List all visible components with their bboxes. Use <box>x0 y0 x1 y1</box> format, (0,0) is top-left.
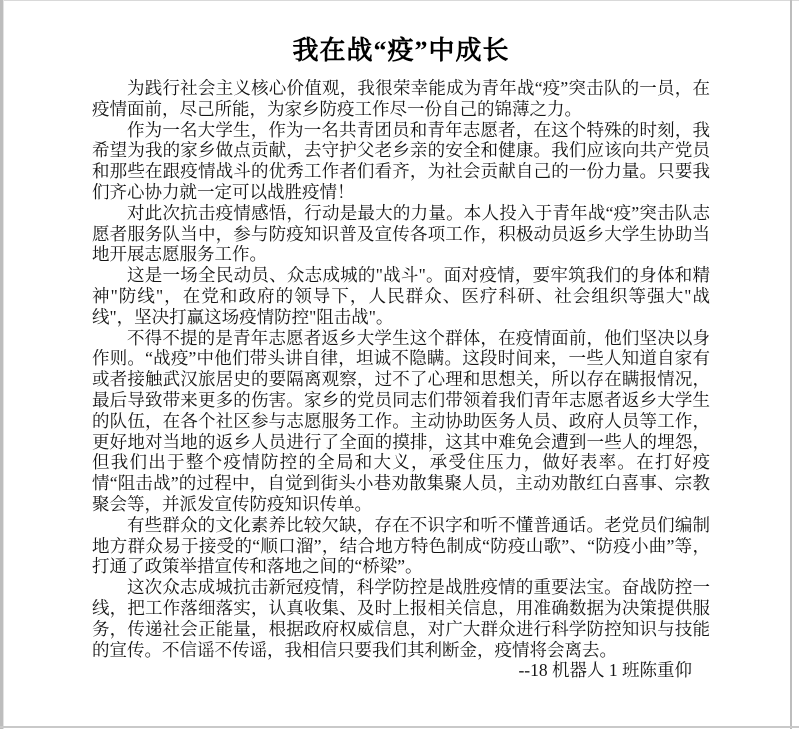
signature-line: --18 机器人 1 班陈重仰 <box>518 660 692 681</box>
page-bottom-border <box>0 726 799 728</box>
essay-title: 我在战“疫”中成长 <box>292 36 510 65</box>
essay-paragraph: 作为一名大学生，作为一名共青团员和青年志愿者，在这个特殊的时刻，我希望为我的家乡做点贡献，去守护父老乡亲的安全和健康。我们应该向共产党员和那些在跟疫情战斗的优秀工作者们看齐，为社会贡献自己的一份力量。只要我们齐心协力就一定可以战胜疫情！ <box>92 119 710 202</box>
page-right-border <box>790 0 792 729</box>
essay-paragraph: 对此次抗击疫情感悟，行动是最大的力量。本人投入于青年战“疫”突击队志愿者服务队当中，参与防疫知识普及宣传各项工作，积极动员返乡大学生协助当地开展志愿服务工作。 <box>92 202 710 265</box>
essay-body <box>92 78 710 681</box>
essay-content <box>92 0 710 681</box>
essay-paragraph: 这次众志成城抗击新冠疫情，科学防控是战胜疫情的重要法宝。奋战防控一线，把工作落细落实，认真收集、及时上报相关信息，用准确数据为决策提供服务，传递社会正能量，根据政府权威信息，对广大群众进行科学防控知识与技能的宣传。不信谣不传谣，我相信只要我们其利断金，疫情将会离去。 <box>92 577 710 660</box>
essay-paragraph: 为践行社会主义核心价值观，我很荣幸能成为青年战“疫”突击队的一员，在疫情面前，尽己所能，为家乡防疫工作尽一份自己的锦薄之力。 <box>92 78 710 119</box>
essay-paragraph: 不得不提的是青年志愿者返乡大学生这个群体，在疫情面前，他们坚决以身作则。“战疫”中他们带头讲自律，坦诚不隐瞒。这段时间来，一些人知道自家有或者接触武汉旅居史的要隔离观察，过不了心理和思想关，所以存在瞒报情况，最后导致带来更多的伤害。家乡的党员同志们带领着我们青年志愿者返乡大学生的队伍，在各个社区参与志愿服务工作。主动协助医务人员、政府人员等工作，更好地对当地的返乡人员进行了全面的摸排，这其中难免会遭到一些人的埋怨，但我们出于整个疫情防控的全局和大义，承受住压力，做好表率。在打好疫情“阻击战”的过程中，自觉到街头小巷劝散集聚人员，主动劝散红白喜事、宗教聚会等，并派发宣传防疫知识传单。 <box>92 327 710 514</box>
page-left-border <box>0 0 4 729</box>
essay-paragraph: 有些群众的文化素养比较欠缺，存在不识字和听不懂普通话。老党员们编制地方群众易于接受的“顺口溜”，结合地方特色制成“防疫山歌”、“防疫小曲”等，打通了政策举措宣传和落地之间的“桥梁”。 <box>92 514 710 577</box>
essay-paragraph: 这是一场全民动员、众志成城的"战斗"。面对疫情，要牢筑我们的身体和精神"防线"，在党和政府的领导下，人民群众、医疗科研、社会组织等强大"战线"，坚决打赢这场疫情防控"阻击战"。 <box>92 265 710 327</box>
